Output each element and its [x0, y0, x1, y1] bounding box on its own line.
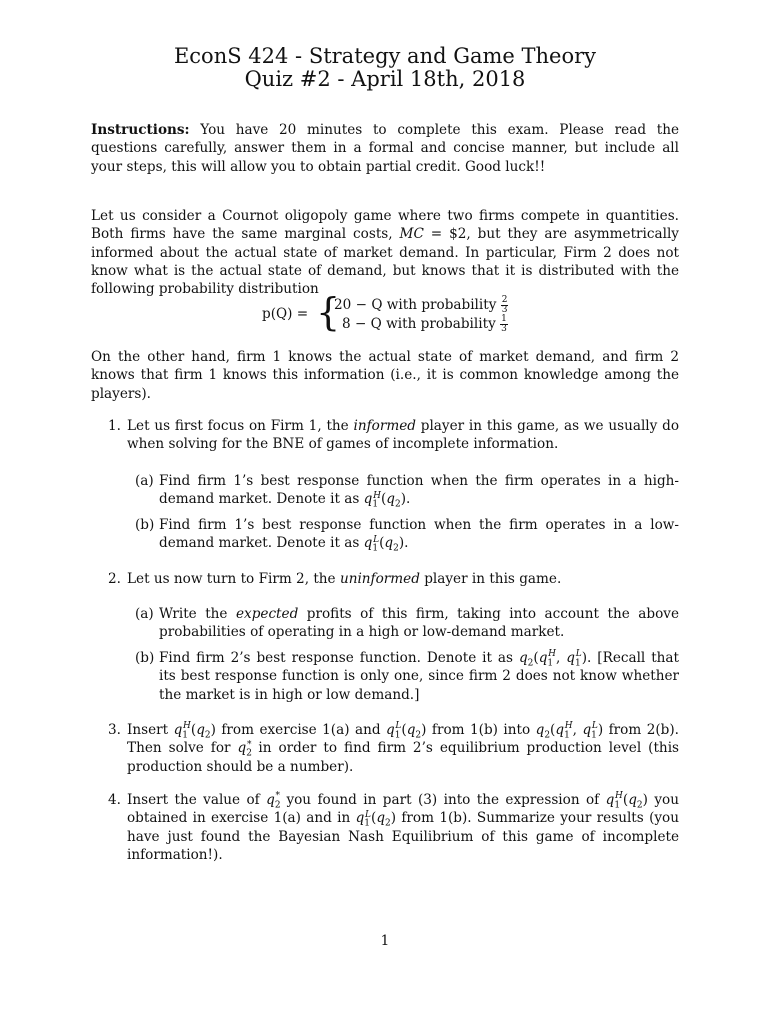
- document-subtitle: Quiz #2 - April 18th, 2018: [244, 67, 526, 91]
- q4-text-3: you obtained in exercise 1(a) and in: [127, 792, 679, 827]
- q1-text-2: player in this game, as we usually do when solving for the BNE of games of incomplete information.: [127, 418, 679, 453]
- fraction-one-third: [500, 315, 508, 334]
- formula-lhs: p(Q) =: [262, 306, 309, 322]
- formula-case-low: [342, 315, 508, 334]
- question-2a: [135, 605, 679, 642]
- formula-case-high: [334, 296, 508, 315]
- question-number: 2.: [108, 571, 121, 587]
- q2-text-1: Let us now turn to Firm 2, the: [127, 571, 340, 587]
- q4-text-4: from 1(b). Summarize your results (you have just found the Bayesian Nash Equilibrium of this game of incomplete information!).: [127, 810, 679, 863]
- q1-text-1: Let us first focus on Firm 1, the: [127, 418, 354, 434]
- q2b-text-2: . [Recall that its best response function is only one, since firm 2 does not know whether the market is in high or low demand.]: [159, 650, 679, 703]
- q1-emphasis: informed: [353, 418, 416, 434]
- q2a-text-1: Write the: [159, 606, 236, 622]
- q3-text-1: Insert: [127, 722, 174, 738]
- question-number: 4.: [108, 792, 121, 808]
- frac-num: 1: [501, 314, 507, 324]
- q1b-text: Find firm 1’s best response function when the firm operates in a low-demand market. Denote it as: [159, 517, 679, 552]
- q2a-text-2: profits of this firm, taking into account the above probabilities of operating in a high or low-demand market.: [159, 606, 679, 641]
- q2-emphasis: uninformed: [339, 571, 420, 587]
- question-2: [108, 570, 679, 588]
- intro-text-2: = $2, but they are asymmetrically informed about the actual state of market demand. In particular, Firm 2 does not know what is the actual state of demand, but knows that it is distributed with the following probability distribution: [91, 226, 679, 298]
- question-number: 3.: [108, 722, 121, 738]
- intro-text-1: Let us consider a Cournot oligopoly game where two firms compete in quantities. Both firms have the same marginal costs,: [91, 208, 679, 243]
- q4-text-1: Insert the value of: [127, 792, 267, 808]
- q4-text-2: you found in part (3) into the expression of: [280, 792, 606, 808]
- q2-text-2: player in this game.: [419, 571, 562, 587]
- question-3: 3. Insert $q_1^H(q_2)$ from exercise 1(a) and $q_1^L(q_2)$ from 1(b) into $q_2(q_1^H$, $q_1^L$) from 2(b). Then solve for $q_2^*$ in order to find firm 2’s equilibrium production level (this production should be a number).: [108, 721, 680, 775]
- q2b-text-1: Find firm 2’s best response function. Denote it as: [159, 650, 519, 666]
- common-knowledge-paragraph: On the other hand, firm 1 knows the actual state of market demand, and firm 2 knows that firm 1 knows this information (i.e., it is common knowledge among the players).: [91, 349, 679, 402]
- q3-text-4: from 2(b). Then solve for: [127, 722, 679, 757]
- question-1b: (b) Find firm 1’s best response function when the firm operates in a low-demand market. Denote it as $q_1^L(q_2)$.: [135, 517, 679, 555]
- case-high-text: 20 − Q with probability: [334, 297, 497, 313]
- q3-text-3: from 1(b) into: [426, 722, 536, 738]
- intro-paragraph: [91, 207, 679, 298]
- q2a-emphasis: expected: [235, 606, 299, 622]
- case-low-text: 8 − Q with probability: [342, 316, 496, 332]
- subquestion-label: (b): [135, 517, 155, 533]
- subquestion-label: (a): [135, 473, 154, 489]
- subquestion-label: (b): [135, 650, 155, 666]
- frac-den: 3: [501, 305, 508, 315]
- formula-brace: {: [316, 290, 341, 334]
- question-2b: (b) Find firm 2’s best response function. Denote it as $q_2(q_1^H$, $q_1^L$). [Recall that its best response function is only one, since firm 2 does not know whether the market is in high or low demand.]: [135, 649, 679, 703]
- mc-symbol: MC: [399, 226, 424, 243]
- question-4: 4. Insert the value of $q_2^*$ you found in part (3) into the expression of $q_1^H(q_2)$ you obtained in exercise 1(a) and in $q_1^L(q_2)$ from 1(b). Summarize your results (you have just found the Bayesian Nash Equilibrium of this game of incomplete information!).: [108, 791, 679, 863]
- q3-text-2: from exercise 1(a) and: [215, 722, 386, 738]
- document-title: EconS 424 - Strategy and Game Theory: [173, 44, 597, 68]
- question-1a: (a) Find firm 1’s best response function when the firm operates in a high-demand market. Denote it as $q_1^H(q_2)$.: [135, 473, 679, 511]
- q1a-text: Find firm 1’s best response function when the firm operates in a high-demand market. Denote it as: [159, 473, 679, 508]
- question-number: 1.: [108, 418, 121, 434]
- subquestion-label: (a): [135, 606, 154, 622]
- instructions-text: You have 20 minutes to complete this exam. Please read the questions carefully, answer them in a formal and concise manner, but include all your steps, this will allow you to obtain partial credit. Good luck!!: [91, 122, 679, 175]
- instructions-label: Instructions:: [91, 122, 190, 138]
- frac-den: 3: [501, 324, 507, 334]
- frac-num: 2: [501, 295, 508, 305]
- fraction-two-thirds: [501, 296, 509, 315]
- instructions-paragraph: [91, 121, 679, 176]
- q3-text-5: in order to find firm 2’s equilibrium production level (this production should be a number).: [127, 740, 680, 775]
- page-number: 1: [380, 933, 390, 949]
- question-1: [108, 417, 679, 454]
